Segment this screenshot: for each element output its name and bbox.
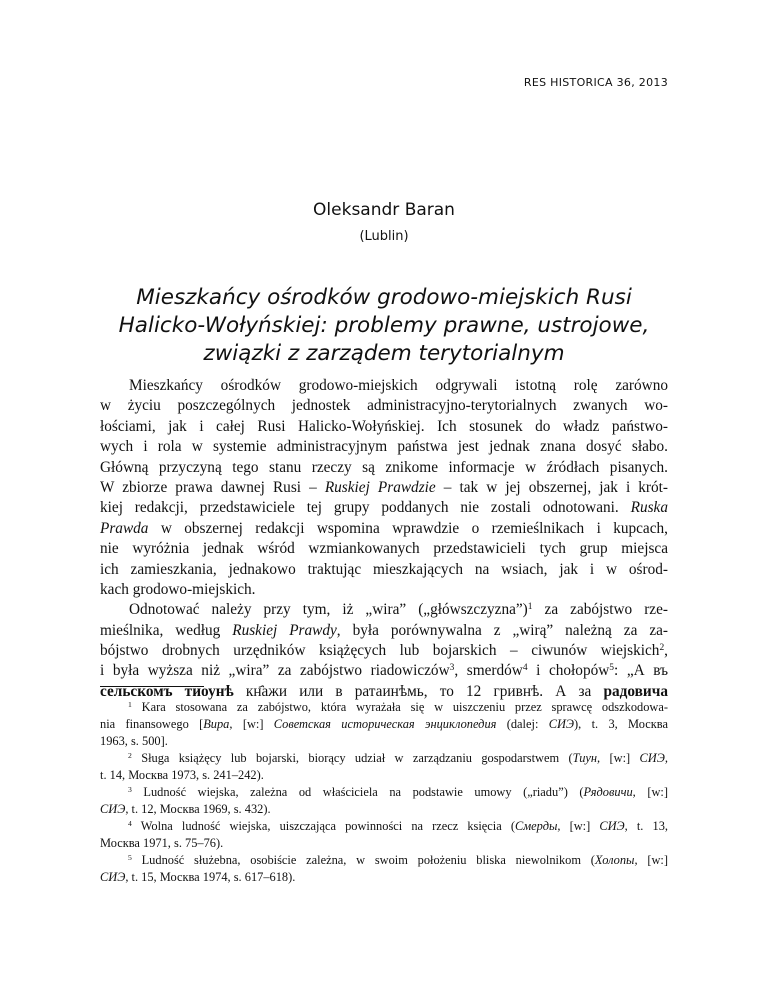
footnote-line: 1963, s. 500]. bbox=[100, 734, 168, 748]
title-line: Halicko-Wołyńskiej: problemy prawne, ustrojowe, bbox=[118, 313, 650, 338]
body-line: Prawda w obszernej redakcji wspomina wprawdzie o rzemieślnikach i kupcach, bbox=[100, 519, 668, 537]
footnote-number: 1 bbox=[128, 699, 132, 709]
footnote-number: 4 bbox=[128, 818, 132, 828]
author-affiliation: (Lublin) bbox=[359, 229, 409, 244]
footnote-ref: 4 bbox=[522, 663, 528, 674]
body-text bbox=[100, 376, 668, 702]
footnote-ref: 5 bbox=[609, 663, 615, 674]
body-line: Główną przyczyną tego stanu rzeczy są znikome informacje w źródłach pisanych. bbox=[100, 458, 668, 476]
author-name: Oleksandr Baran bbox=[313, 200, 455, 220]
body-line: łościami, jak i całej Rusi Halicko-Wołyńskiej. Ich stosunek do władz państwo- bbox=[100, 417, 668, 435]
footnotes bbox=[100, 699, 668, 886]
footnote-number: 5 bbox=[128, 852, 132, 862]
title-line: związki z zarządem terytorialnym bbox=[203, 341, 565, 366]
body-line: bójstwo drobnych urzędników książęcych lub bojarskich – ciwunów wiejskich$^2$, bbox=[100, 642, 668, 660]
body-line: mieślnika, według Ruskiej Prawdy, była porównywalna z „wirą” należną za za- bbox=[100, 621, 668, 639]
body-line: kach grodowo-miejskich. bbox=[100, 580, 256, 598]
body-line: сельскомъ тиоунѣ кн҄ажи или в ратаинѣмь, то 12 гривнѣ. А за радовича bbox=[100, 682, 668, 700]
footnote-separator bbox=[100, 686, 204, 687]
body-line: wych i rola w systemie administracyjnym państwa jest jednak znana dosyć słabo. bbox=[100, 438, 668, 456]
footnote-line: nia finansowego [Вира, [w:] Советская историческая энциклопедия (dalej: СИЭ), t. 3, Москва bbox=[100, 717, 668, 731]
article-title bbox=[90, 284, 678, 368]
footnote-line: $^5$ Ludność służebna, osobiście zależna, w swoim położeniu bliska niewolnikom (Холопы, [w:] bbox=[128, 852, 668, 867]
footnote-line: СИЭ, t. 15, Москва 1974, s. 617–618). bbox=[100, 870, 296, 884]
footnote-ref: 1 bbox=[527, 602, 533, 613]
body-line: w życiu poszczególnych jednostek administracyjno-terytorialnych zwanych wo- bbox=[100, 397, 668, 415]
body-line: i była wyższa niż „wira” za zabójstwo riadowiczów$^3$, smerdów$^4$ i chołopów$^5$: „А въ bbox=[100, 662, 668, 680]
body-line: nie wyróżnia jednak wśród wzmiankowanych przedstawicieli tych grup miejsca bbox=[100, 540, 668, 558]
body-line: W zbiorze prawa dawnej Rusi – Ruskiej Prawdzie – tak w jej obszernej, jak i krót- bbox=[100, 478, 669, 496]
body-line: ich zamieszkania, jednakowo traktując mieszkających na wsiach, jak i w ośrod- bbox=[100, 560, 668, 578]
footnote-line: Москва 1971, s. 75–76). bbox=[100, 836, 224, 850]
footnote-number: 3 bbox=[128, 784, 132, 794]
title-line: Mieszkańcy ośrodków grodowo-miejskich Rusi bbox=[136, 285, 632, 310]
footnote-line: $^3$ Ludność wiejska, zależna od właściciela na podstawie umowy („riadu”) (Рядовичи, [w:] bbox=[128, 784, 668, 799]
body-line: kiej redakcji, przedstawiciele tej grupy poddanych nie zostali odnotowani. Ruska bbox=[100, 499, 668, 517]
footnote-number: 2 bbox=[128, 750, 132, 760]
footnote-line: t. 14, Москва 1973, s. 241–242). bbox=[100, 768, 264, 782]
body-line: Odnotować należy przy tym, iż „wira” („główszczyzna”)$^1$ za zabójstwo rze- bbox=[129, 601, 668, 619]
running-head: RES HISTORICA 36, 2013 bbox=[523, 76, 668, 89]
footnote-line: СИЭ, t. 12, Москва 1969, s. 432). bbox=[100, 802, 271, 816]
footnote-ref: 3 bbox=[449, 663, 455, 674]
footnote-line: $^1$ Kara stosowana za zabójstwo, która wyrażała się w uiszczeniu przez sprawcę odszkodowa- bbox=[128, 699, 668, 714]
footnote-ref: 2 bbox=[659, 642, 665, 653]
footnote-line: $^2$ Sługa książęcy lub bojarski, biorący udział w zarządzaniu gospodarstwem (Тиун, [w:] СИЭ, bbox=[128, 750, 668, 765]
body-line: Mieszkańcy ośrodków grodowo-miejskich odgrywali istotną rolę zarówno bbox=[129, 377, 668, 394]
footnote-line: $^4$ Wolna ludność wiejska, uiszczająca powinności na rzecz księcia (Смерды, [w:] СИЭ, t. 13, bbox=[128, 818, 668, 833]
